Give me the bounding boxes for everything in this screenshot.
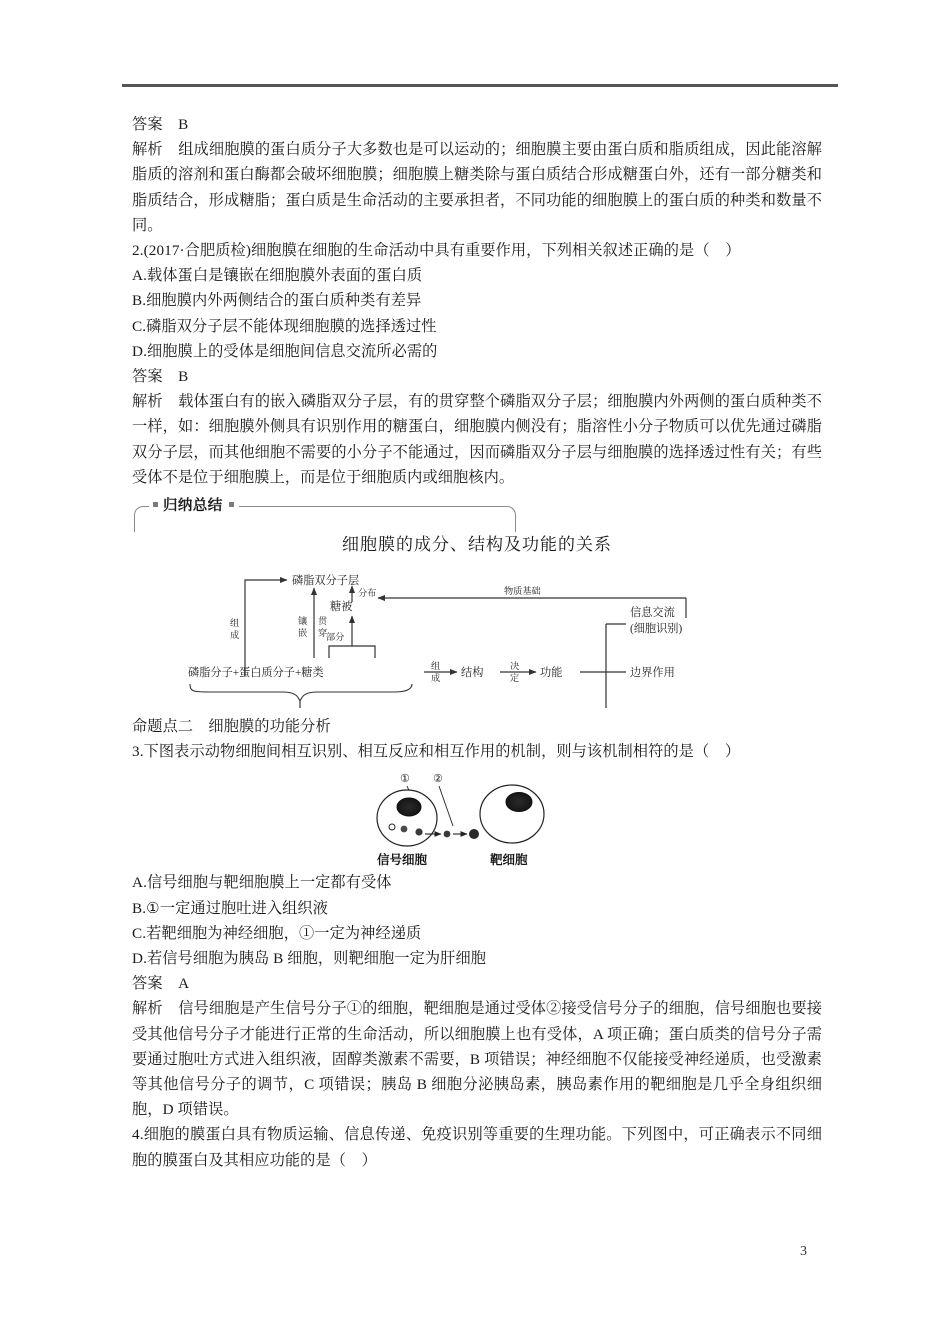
diagram-node-bilayer: 磷脂双分子层 — [292, 575, 360, 588]
diagram-edge-embed-2: 嵌 — [298, 628, 308, 639]
figure-marker-1: ① — [400, 773, 410, 786]
header-rule — [122, 84, 838, 87]
diagram-edge-decide-2: 定 — [510, 673, 520, 684]
diagram-node-glycocalyx: 糖被 — [330, 601, 353, 614]
diagram-node-base: 磷脂分子+蛋白质分子+糖类 — [188, 667, 324, 680]
q1-analysis-label: 解析 — [132, 141, 163, 159]
q1-analysis-line — [132, 137, 822, 238]
question3-analysis-label: 解析 — [132, 1000, 163, 1018]
diagram-edge-distribute: 分布 — [358, 588, 377, 599]
diagram-func-boundary: 边界作用 — [630, 667, 675, 680]
question2-option-b[interactable]: B.细胞膜内外两侧结合的蛋白质种类有差异 — [132, 292, 422, 310]
vesicle-filled-1 — [401, 826, 408, 833]
figure-label-target-cell: 靶细胞 — [490, 853, 528, 868]
question3-analysis-line — [132, 996, 822, 1122]
diagram-edge-compose3-1: 组 — [431, 661, 441, 672]
cell-signaling-figure — [132, 766, 822, 870]
figure-label-signal-cell: 信号细胞 — [377, 853, 428, 868]
q1-answer-value: B — [178, 116, 189, 133]
summary-heading: 细胞膜的成分、结构及功能的关系 — [342, 535, 612, 555]
question2-stem: 2.(2017·合肥质检)细胞膜在细胞的生命活动中具有重要作用，下列相关叙述正确的是（ ） — [132, 242, 741, 260]
section2-heading: 命题点二 细胞膜的功能分析 — [132, 718, 331, 736]
question3-stem: 3.下图表示动物细胞间相互识别、相互反应和相互作用的机制，则与该机制相符的是（ ） — [132, 743, 741, 761]
question2-option-c[interactable]: C.磷脂双分子层不能体现细胞膜的选择透过性 — [132, 317, 437, 335]
q1-analysis-text: 组成细胞膜的蛋白质分子大多数也是可以运动的；细胞膜主要由蛋白质和脂质组成，因此能溶解脂质的溶剂和蛋白酶都会破坏细胞膜；细胞膜上糖类除与蛋白质结合形成糖蛋白外，还有一部分糖类和脂质结合，形成糖脂；蛋白质是生命活动的主要承担者，不同功能的细胞膜上的蛋白质的种类和数量不同。 — [132, 141, 822, 234]
vesicle-empty — [389, 824, 395, 830]
question2-analysis-line — [132, 389, 822, 490]
diagram-edge-embed-1: 镶 — [298, 616, 308, 627]
summary-box-title-text: 归纳总结 — [163, 498, 223, 515]
question2-analysis-text: 载体蛋白有的嵌入磷脂双分子层，有的贯穿整个磷脂双分子层；细胞膜内外两侧的蛋白质种类不一样，如：细胞膜外侧具有识别作用的糖蛋白，细胞膜内侧没有；脂溶性小分子物质可以优先通过磷脂双分子层，而其他细胞不需要的小分子不能通过，因而磷脂双分子层与细胞膜的选择透过性有关；有些受体不是位于细胞膜上，而是位于细胞质内或细胞核内。 — [132, 393, 822, 486]
question2-answer-line — [132, 364, 822, 389]
question3-option-a[interactable]: A.信号细胞与靶细胞膜上一定都有受体 — [132, 874, 392, 892]
question3-answer-label: 答案 — [132, 975, 163, 993]
diagram-edge-part: 部分 — [326, 632, 345, 643]
signal-cell-nucleus — [397, 798, 421, 816]
diagram-edge-penetrate-1: 贯 — [318, 616, 328, 627]
figure-marker-2: ② — [433, 773, 443, 786]
question2-answer-value: B — [178, 368, 189, 386]
question3-analysis-text: 信号细胞是产生信号分子①的细胞，靶细胞是通过受体②接受信号分子的细胞，信号细胞也要接受其他信号分子才能进行正常的生命活动，所以细胞膜上也有受体，A 项正确；蛋白质类的信号分子需要通过胞吐方式进入组织液，固醇类激素不需要，B 项错误；神经细胞不仅能接受神经递质，也受激素等其他信号分子的调节，C 项错误；胰岛 B 细胞分泌胰岛素，胰岛素作用的靶细胞是几乎全身组织细胞，D 项错误。 — [132, 1000, 822, 1119]
diagram-edge-compose3-2: 成 — [431, 673, 441, 684]
diagram-edge-material-basis: 物质基础 — [504, 586, 541, 597]
diagram-edge-decide-1: 决 — [510, 661, 520, 672]
target-cell-nucleus — [506, 793, 532, 812]
question2-analysis-label: 解析 — [132, 393, 163, 411]
question3-option-b[interactable]: B.①一定通过胞吐进入组织液 — [132, 899, 329, 917]
q1-answer-label: 答案 — [132, 116, 163, 133]
membrane-relationship-diagram — [132, 558, 822, 708]
square-bullet-right-icon — [229, 502, 234, 507]
signal-molecule-source — [415, 829, 422, 836]
diagram-edge-compose-2: 成 — [230, 630, 240, 641]
diagram-func-info-exchange-sub: (细胞识别) — [630, 623, 683, 636]
diagram-edge-compose: 组 — [230, 618, 240, 629]
diagram-edge-penetrate-2: 穿 — [318, 628, 328, 639]
question3-answer-line — [132, 971, 822, 996]
summary-box — [132, 498, 822, 714]
diagram-node-structure: 结构 — [461, 667, 484, 680]
receptor-site — [469, 829, 479, 839]
question3-option-d[interactable]: D.若信号细胞为胰岛 B 细胞，则靶细胞一定为肝细胞 — [132, 950, 487, 968]
q1-answer-line — [132, 112, 822, 137]
page-content — [132, 112, 822, 1173]
question2-answer-label: 答案 — [132, 368, 163, 386]
question4-stem: 4.细胞的膜蛋白具有物质运输、信息传递、免疫识别等重要的生理功能。下列图中，可正确表示不同细胞的膜蛋白及其相应功能的是（ ） — [132, 1126, 822, 1169]
diagram-func-info-exchange: 信息交流 — [630, 607, 675, 620]
summary-box-title — [149, 498, 239, 515]
page-number: 3 — [800, 1244, 807, 1259]
square-bullet-left-icon — [153, 502, 158, 507]
question3-answer-value: A — [178, 975, 190, 993]
question3-option-c[interactable]: C.若靶细胞为神经细胞，①一定为神经递质 — [132, 924, 422, 942]
question2-option-a[interactable]: A.载体蛋白是镶嵌在细胞膜外表面的蛋白质 — [132, 267, 423, 285]
question2-option-d[interactable]: D.细胞膜上的受体是细胞间信息交流所必需的 — [132, 342, 438, 360]
signal-molecule-transit — [444, 831, 451, 838]
diagram-node-function: 功能 — [540, 667, 563, 680]
